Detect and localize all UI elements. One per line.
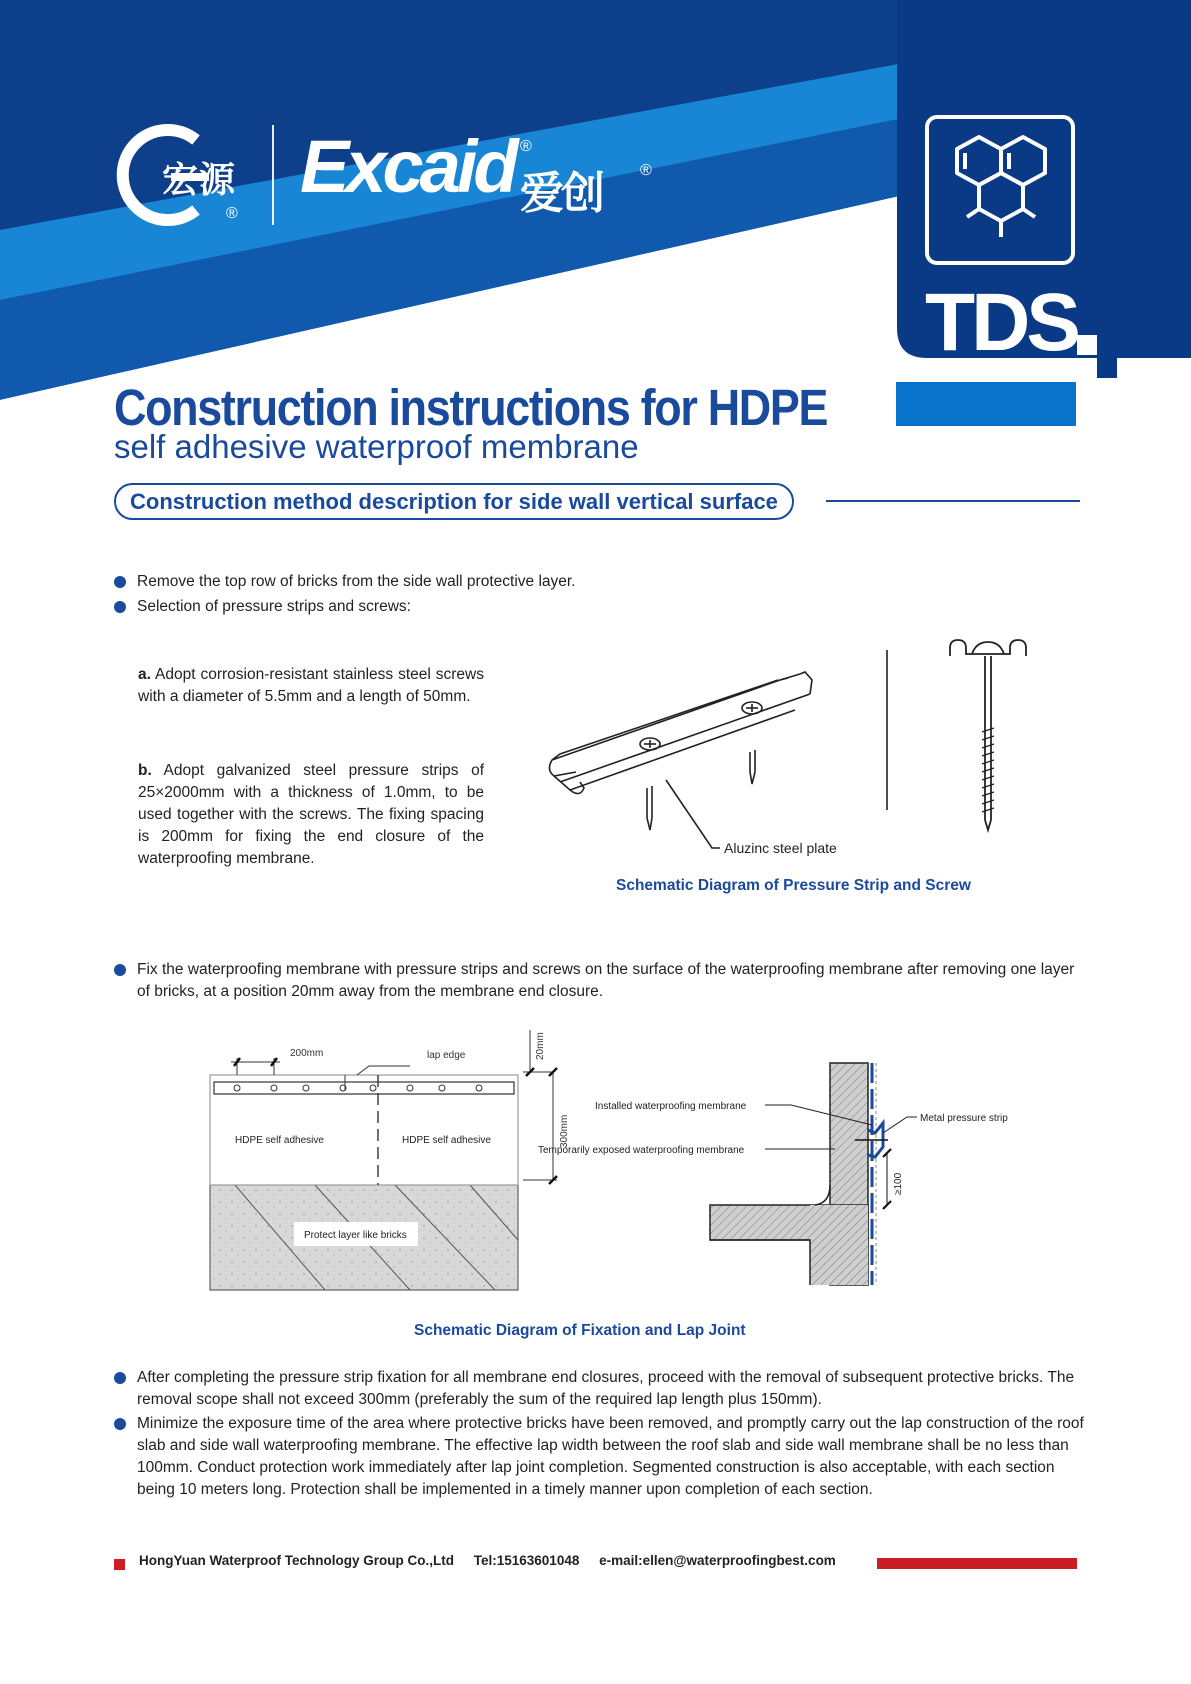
hongyuan-logo-text: 宏源 bbox=[162, 160, 237, 201]
bullet-dot bbox=[114, 1418, 126, 1430]
footer-email[interactable]: e-mail:ellen@waterproofingbest.com bbox=[599, 1553, 836, 1568]
tds-label: TDS bbox=[925, 277, 1077, 368]
hdpe-right-label: HDPE self adhesive bbox=[402, 1135, 491, 1146]
footer-company: HongYuan Waterproof Technology Group Co.,Ltd bbox=[139, 1553, 454, 1568]
excaid-logo-text: Excaid bbox=[300, 125, 515, 208]
list-item bbox=[114, 959, 1079, 1003]
diagram1-caption: Schematic Diagram of Pressure Strip and Screw bbox=[616, 877, 971, 894]
section-rule bbox=[826, 500, 1080, 502]
item-b bbox=[138, 760, 484, 870]
excaid-logo-cn: 爱创 bbox=[520, 168, 602, 219]
bullet-dot bbox=[114, 601, 126, 613]
registered-mark: ® bbox=[520, 138, 532, 155]
dim-100: ≥100 bbox=[893, 1172, 904, 1195]
list-item bbox=[114, 1413, 1084, 1501]
list-item-text: Minimize the exposure time of the area where protective bricks have been removed, and promptly carry out the lap construction of the roof slab and side wall waterproofing membrane. The effective lap width between the roof slab and side wall membrane shall be no less than 100mm. Conduct protection work immediately after lap joint completion. Segmented construction is also acceptable, with each section being 10 meters long. Protection shall be implemented in a timely manner upon completion of each section. bbox=[137, 1415, 1084, 1498]
lap-edge-label: lap edge bbox=[427, 1050, 466, 1061]
hdpe-left-label: HDPE self adhesive bbox=[235, 1135, 324, 1146]
footer-tel[interactable]: Tel:15163601048 bbox=[473, 1553, 580, 1568]
fixation-diagram bbox=[205, 1030, 575, 1295]
list-item-text: Selection of pressure strips and screws: bbox=[137, 598, 411, 615]
item-a bbox=[138, 664, 484, 708]
page-title: Construction instructions for HDPE bbox=[114, 379, 828, 436]
logo-divider bbox=[272, 125, 274, 225]
title-accent-bar bbox=[896, 382, 1076, 426]
pressure-strip-screw-diagram bbox=[540, 620, 1040, 870]
footer-bar bbox=[877, 1558, 1077, 1569]
protect-layer-label: Protect layer like bricks bbox=[304, 1230, 407, 1241]
dim-200: 200mm bbox=[290, 1048, 324, 1059]
list-item-text: Remove the top row of bricks from the side wall protective layer. bbox=[137, 573, 576, 590]
list-item bbox=[114, 1367, 1084, 1411]
installed-membrane-label: Installed waterproofing membrane bbox=[595, 1101, 747, 1112]
bullet-dot bbox=[114, 1372, 126, 1384]
list-item bbox=[114, 571, 1074, 593]
page-subtitle: self adhesive waterproof membrane bbox=[114, 428, 639, 465]
list-item bbox=[114, 596, 1074, 618]
bullet-dot bbox=[114, 576, 126, 588]
registered-mark: ® bbox=[226, 205, 238, 222]
section-heading: Construction method description for side wall vertical surface bbox=[114, 483, 794, 520]
item-b-prefix: b. bbox=[138, 762, 152, 779]
aluzinc-label: Aluzinc steel plate bbox=[724, 840, 837, 856]
list-item-text: Fix the waterproofing membrane with pressure strips and screws on the surface of the waterproofing membrane after removing one layer of bricks, at a position 20mm away from the membrane end closure. bbox=[137, 961, 1075, 1000]
dim-20: 20mm bbox=[535, 1032, 546, 1060]
diagram2-caption: Schematic Diagram of Fixation and Lap Joint bbox=[414, 1322, 746, 1339]
footer-square bbox=[114, 1559, 125, 1570]
metal-strip-label: Metal pressure strip bbox=[920, 1113, 1008, 1124]
footer bbox=[139, 1553, 852, 1568]
hexagon-molecule-icon bbox=[925, 115, 1075, 265]
bullet-dot bbox=[114, 964, 126, 976]
registered-mark: ® bbox=[640, 162, 652, 179]
dim-300: 300mm bbox=[559, 1114, 570, 1148]
item-b-text: Adopt galvanized steel pressure strips of 25×2000mm with a thickness of 1.0mm, to be used together with the screws. The fixing spacing is 200mm for fixing the end closure of the waterproofing membrane. bbox=[138, 762, 485, 867]
list-item-text: After completing the pressure strip fixation for all membrane end closures, proceed with the removal of subsequent protective bricks. The removal scope shall not exceed 300mm (preferably the sum of the required lap length plus 150mm). bbox=[137, 1369, 1075, 1408]
item-a-prefix: a. bbox=[138, 666, 151, 683]
item-a-text: Adopt corrosion-resistant stainless steel screws with a diameter of 5.5mm and a length of 50mm. bbox=[138, 666, 484, 705]
temporarily-exposed-label: Temporarily exposed waterproofing membrane bbox=[538, 1145, 745, 1156]
